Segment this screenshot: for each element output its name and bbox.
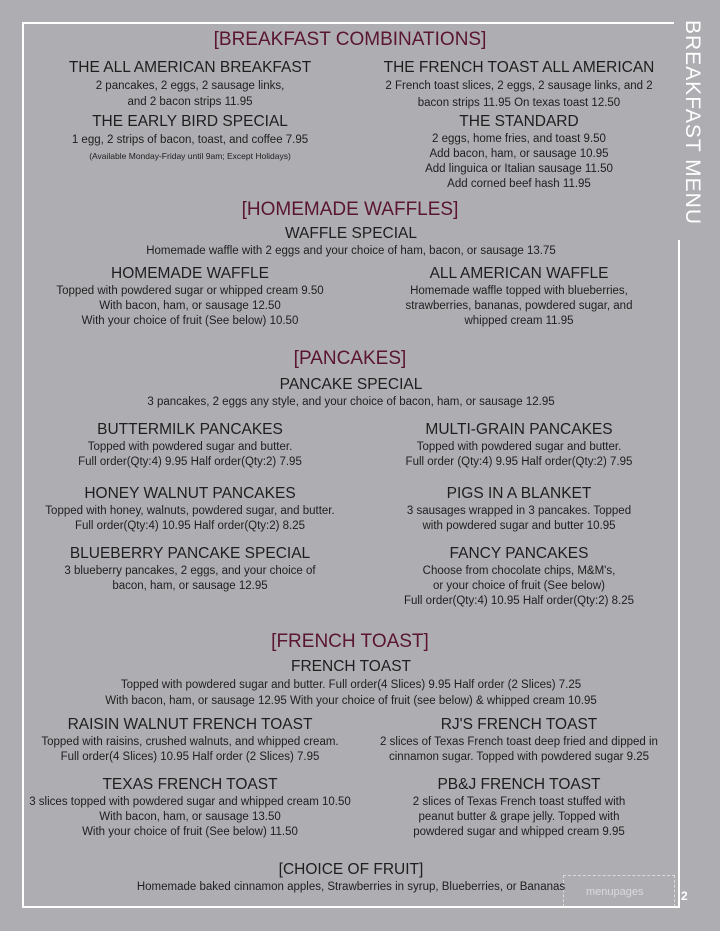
item-desc: 1 egg, 2 strips of bacon, toast, and coffee 7.95 — [71, 134, 309, 146]
item-name: THE FRENCH TOAST ALL AMERICAN — [383, 59, 655, 76]
side-title: BREAKFAST MENU — [674, 20, 704, 240]
item-desc: Full order(Qty:4) 9.95 Half order(Qty:2) 7.95 — [78, 456, 302, 468]
item-desc: With bacon, ham, or sausage 12.95 With your choice of fruit (see below) & whipped cream 10.95 — [105, 695, 597, 707]
item-desc: With bacon, ham, or sausage 13.50 — [99, 811, 281, 823]
section-breakfast-combinations: [BREAKFAST COMBINATIONS] — [213, 29, 487, 50]
item-rjs-french-toast — [358, 715, 680, 765]
item-all-american-breakfast — [22, 58, 358, 110]
item-desc: Topped with powdered sugar and butter. Full order(4 Slices) 9.95 Half order (2 Slices) 7.25 — [120, 679, 582, 691]
item-name: WAFFLE SPECIAL — [284, 225, 418, 242]
item-name: HONEY WALNUT PANCAKES — [84, 485, 296, 502]
item-desc: Topped with honey, walnuts, powdered sugar, and butter. — [45, 505, 335, 517]
item-all-american-waffle — [358, 264, 680, 329]
item-name: FRENCH TOAST — [291, 658, 411, 675]
item-pbj-french-toast — [358, 775, 680, 840]
item-desc: Homemade baked cinnamon apples, Strawberries in syrup, Blueberries, or Bananas — [136, 881, 566, 893]
item-desc: 3 blueberry pancakes, 2 eggs, and your choice of — [64, 565, 316, 577]
item-desc: Topped with powdered sugar and butter. — [416, 441, 622, 453]
item-fancy-pancakes — [358, 544, 680, 609]
item-desc: whipped cream 11.95 — [464, 315, 574, 327]
item-name: THE ALL AMERICAN BREAKFAST — [68, 59, 312, 76]
item-desc: or your choice of fruit (See below) — [433, 580, 605, 592]
item-name: BUTTERMILK PANCAKES — [97, 421, 283, 438]
item-choice-of-fruit — [22, 860, 680, 895]
item-name: PB&J FRENCH TOAST — [437, 776, 601, 793]
item-name: BLUEBERRY PANCAKE SPECIAL — [69, 545, 311, 562]
section-pancakes: [PANCAKES] — [293, 348, 407, 369]
item-desc: 2 slices of Texas French toast deep fried and dipped in — [380, 736, 658, 748]
item-homemade-waffle — [22, 264, 358, 329]
item-name: FANCY PANCAKES — [449, 545, 589, 562]
item-desc: Topped with powdered sugar and butter. — [87, 441, 293, 453]
item-french-toast-all-american — [358, 58, 680, 112]
section-french-toast: [FRENCH TOAST] — [271, 631, 429, 652]
item-note: (Available Monday-Friday until 9am; Except Holidays) — [89, 151, 291, 161]
item-desc: with powdered sugar and butter 10.95 — [422, 520, 616, 532]
item-desc: Full order(4 Slices) 10.95 Half order (2 Slices) 7.95 — [60, 751, 320, 763]
item-desc: Add bacon, ham, or sausage 10.95 — [429, 148, 609, 160]
item-name: MULTI-GRAIN PANCAKES — [425, 421, 613, 438]
item-name: TEXAS FRENCH TOAST — [102, 776, 278, 793]
section-homemade-waffles: [HOMEMADE WAFFLES] — [241, 199, 459, 220]
item-multi-grain-pancakes — [358, 420, 680, 470]
item-desc: With your choice of fruit (See below) 10.50 — [81, 315, 299, 327]
item-desc: With bacon, ham, or sausage 12.50 — [99, 300, 281, 312]
item-desc: and 2 bacon strips 11.95 — [127, 96, 253, 108]
item-desc: With your choice of fruit (See below) 11.50 — [82, 826, 298, 838]
item-the-standard — [358, 112, 680, 192]
item-desc: strawberries, bananas, powdered sugar, and — [405, 300, 633, 312]
item-name: RJ'S FRENCH TOAST — [440, 716, 598, 733]
item-desc: 2 slices of Texas French toast stuffed with — [412, 796, 626, 808]
item-desc: 3 pancakes, 2 eggs any style, and your choice of bacon, ham, or sausage 12.95 — [147, 396, 555, 408]
item-name: THE EARLY BIRD SPECIAL — [92, 113, 288, 130]
item-desc: Add corned beef hash 11.95 — [447, 178, 591, 190]
page-number: 2 — [681, 889, 688, 903]
item-desc: 2 eggs, home fries, and toast 9.50 — [432, 133, 606, 145]
item-name: ALL AMERICAN WAFFLE — [429, 265, 609, 282]
item-desc: Topped with powdered sugar or whipped cream 9.50 — [56, 285, 324, 297]
item-desc: Full order (Qty:4) 9.95 Half order(Qty:2) 7.95 — [405, 456, 633, 468]
item-desc: Homemade waffle topped with blueberries, — [410, 285, 628, 297]
item-desc: Add linguica or Italian sausage 11.50 — [425, 163, 613, 175]
item-desc: cinnamon sugar. Topped with powdered sugar 9.25 — [389, 751, 649, 763]
item-desc: Homemade waffle with 2 eggs and your choice of ham, bacon, or sausage 13.75 — [146, 245, 556, 257]
item-honey-walnut-pancakes — [22, 484, 358, 534]
item-waffle-special — [22, 224, 680, 259]
item-texas-french-toast — [22, 775, 358, 840]
item-blueberry-pancake-special — [22, 544, 358, 594]
item-desc: peanut butter & grape jelly. Topped with — [418, 811, 620, 823]
section-choice-of-fruit: [CHOICE OF FRUIT] — [278, 861, 424, 878]
item-desc: powdered sugar and whipped cream 9.95 — [413, 826, 625, 838]
item-desc: Full order(Qty:4) 10.95 Half order(Qty:2) 8.25 — [74, 520, 306, 532]
item-desc: Full order(Qty:4) 10.95 Half order(Qty:2) 8.25 — [403, 595, 635, 607]
item-name: PIGS IN A BLANKET — [446, 485, 592, 502]
item-pancake-special — [22, 375, 680, 410]
item-name: PANCAKE SPECIAL — [279, 376, 423, 393]
item-name: RAISIN WALNUT FRENCH TOAST — [67, 716, 313, 733]
watermark: menupages — [563, 875, 675, 907]
item-raisin-walnut-french-toast — [22, 715, 358, 765]
item-desc: 2 French toast slices, 2 eggs, 2 sausage links, and 2 — [385, 80, 653, 92]
item-desc: 3 slices topped with powdered sugar and whipped cream 10.50 — [29, 796, 351, 808]
item-early-bird-special — [22, 112, 358, 163]
item-name: HOMEMADE WAFFLE — [111, 265, 269, 282]
item-desc: 3 sausages wrapped in 3 pancakes. Topped — [406, 505, 632, 517]
item-desc: 2 pancakes, 2 eggs, 2 sausage links, — [95, 80, 285, 92]
item-desc: Choose from chocolate chips, M&M's, — [422, 565, 616, 577]
item-buttermilk-pancakes — [22, 420, 358, 470]
item-name: THE STANDARD — [459, 113, 579, 130]
item-desc: Topped with raisins, crushed walnuts, and whipped cream. — [41, 736, 339, 748]
item-desc: bacon strips 11.95 On texas toast 12.50 — [417, 97, 621, 109]
item-french-toast — [22, 657, 680, 709]
item-pigs-in-a-blanket — [358, 484, 680, 534]
item-desc: bacon, ham, or sausage 12.95 — [112, 580, 268, 592]
